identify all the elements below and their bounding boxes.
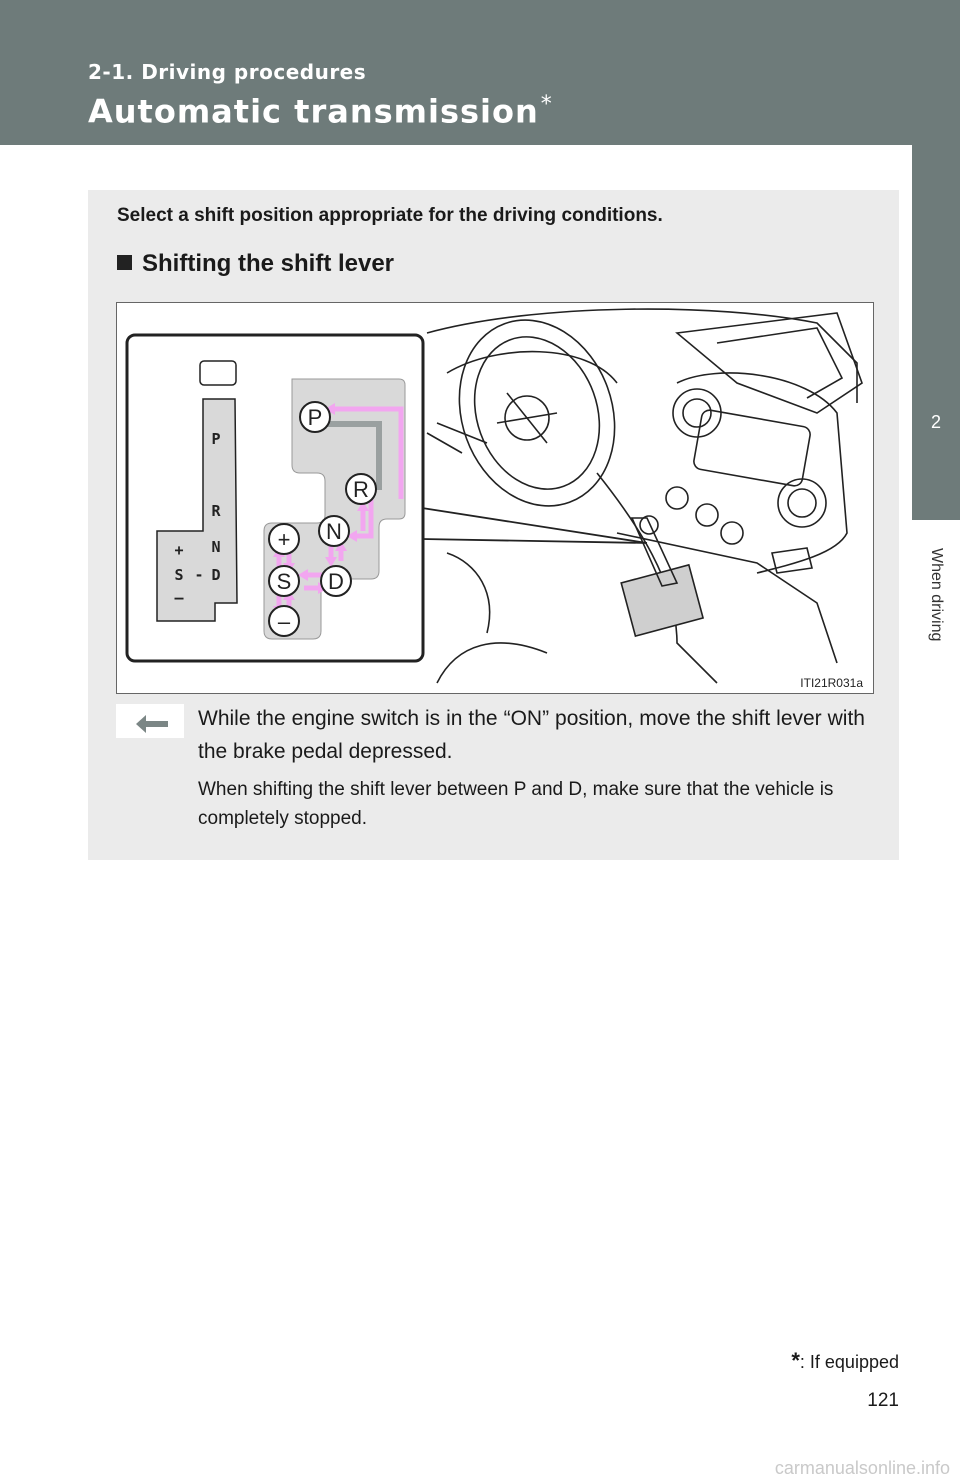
page-title bbox=[88, 92, 553, 131]
square-bullet-icon bbox=[117, 255, 132, 270]
subheading bbox=[117, 250, 877, 278]
step-marker bbox=[116, 704, 184, 738]
left-arrow-icon bbox=[116, 704, 184, 738]
watermark: carmanualsonline.info bbox=[774, 1458, 950, 1478]
if-equipped-mark: * bbox=[540, 92, 553, 117]
gate-label-minus: – bbox=[174, 589, 184, 607]
footnote-mark: * bbox=[791, 1348, 800, 1373]
instruction-note: When shifting the shift lever between P and D, make sure that the vehicle is completely stopped. bbox=[198, 779, 834, 829]
shift-lock-button-icon bbox=[200, 361, 236, 385]
footnote bbox=[791, 1348, 899, 1374]
gate-label-d: D bbox=[211, 566, 221, 584]
subheading-text: Shifting the shift lever bbox=[142, 250, 395, 277]
footnote-text: : If equipped bbox=[799, 1352, 899, 1372]
figure-code: ITI21R031a bbox=[800, 676, 863, 690]
chapter-number: 2 bbox=[930, 412, 941, 432]
gate-label-r: R bbox=[211, 502, 221, 520]
page-number: 121 bbox=[867, 1390, 899, 1411]
page-title-text: Automatic transmission bbox=[88, 92, 539, 131]
instruction-text: While the engine switch is in the “ON” position, move the shift lever with the brake pedal depressed. bbox=[198, 707, 865, 763]
illustration-svg bbox=[117, 303, 873, 693]
gate-label-dash: - bbox=[194, 566, 204, 584]
shift-lever-illustration bbox=[116, 302, 874, 694]
gate-label-p: P bbox=[211, 430, 221, 448]
position-d-label: D bbox=[328, 569, 344, 594]
chapter-name: When driving bbox=[928, 548, 945, 642]
intro-text: Select a shift position appropriate for the driving conditions. bbox=[117, 205, 663, 226]
pointer-lines bbox=[422, 508, 647, 543]
position-r-label: R bbox=[353, 477, 369, 502]
position-plus-label: + bbox=[277, 527, 291, 552]
gate-label-s: S bbox=[174, 566, 184, 584]
position-p-label: P bbox=[307, 405, 323, 430]
chapter-name-container bbox=[912, 520, 960, 670]
gate-label-n: N bbox=[211, 538, 221, 556]
position-s-label: S bbox=[276, 569, 292, 594]
position-minus-label: – bbox=[277, 609, 291, 634]
gate-label-plus: + bbox=[174, 541, 184, 559]
section-label: 2-1. Driving procedures bbox=[88, 60, 367, 84]
position-n-label: N bbox=[326, 519, 342, 544]
dashboard-drawing bbox=[427, 303, 862, 683]
chapter-tab bbox=[912, 145, 960, 520]
